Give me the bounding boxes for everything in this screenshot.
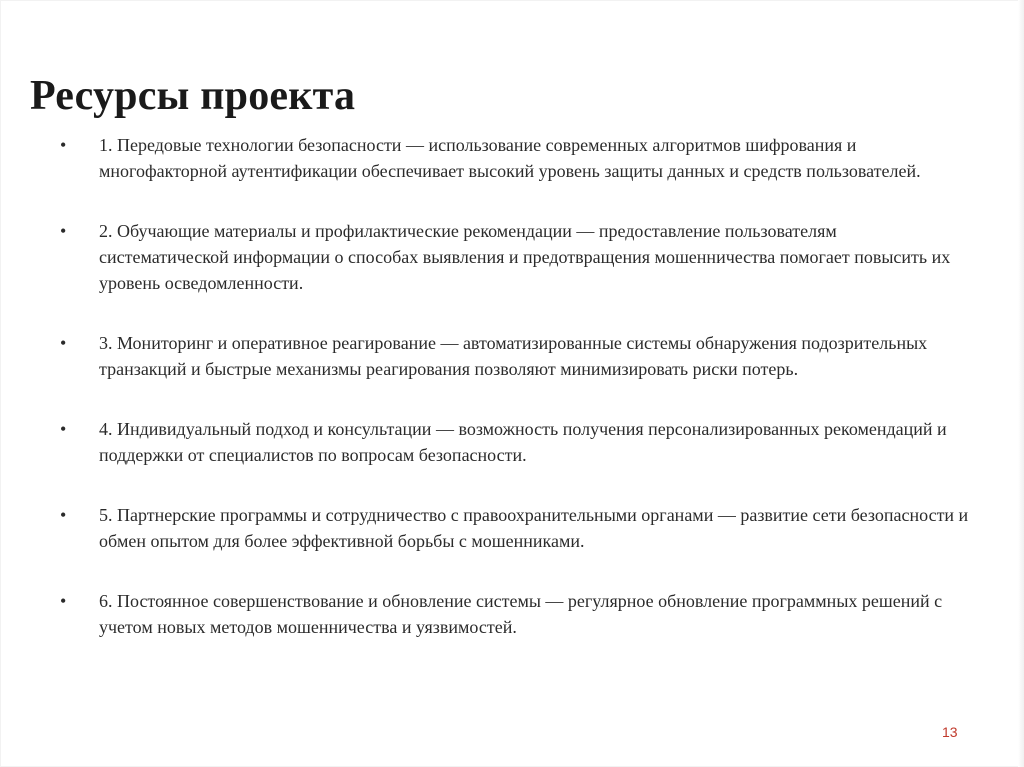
bullet-text: 1. Передовые технологии безопасности — использование современных алгоритмов шифрования и многофакторной аутентификации обеспечивает высокий уровень защиты данных и средств пользователей. bbox=[99, 135, 921, 181]
bullet-icon: • bbox=[60, 221, 67, 241]
page-number: 13 bbox=[942, 724, 958, 740]
bullet-item-2 bbox=[60, 218, 970, 296]
bullet-text: 3. Мониторинг и оперативное реагирование — автоматизированные системы обнаружения подозрительных транзакций и быстрые механизмы реагирования позволяют минимизировать риски потерь. bbox=[99, 333, 928, 379]
bullet-icon: • bbox=[60, 333, 67, 353]
slide-title: Ресурсы проекта bbox=[30, 73, 356, 119]
slide-edge bbox=[1018, 0, 1024, 767]
bullet-item-1 bbox=[60, 132, 970, 184]
bullet-text: 4. Индивидуальный подход и консультации — возможность получения персонализированных рекомендаций и поддержки от специалистов по вопросам безопасности. bbox=[99, 419, 947, 465]
bullet-icon: • bbox=[60, 591, 67, 611]
bullet-text: 5. Партнерские программы и сотрудничество с правоохранительными органами — развитие сети безопасности и обмен опытом для более эффективной борьбы с мошенниками. bbox=[99, 505, 969, 551]
bullet-item-5 bbox=[60, 502, 970, 554]
bullet-text: 2. Обучающие материалы и профилактические рекомендации — предоставление пользователям систематической информации о способах выявления и предотвращения мошенничества помогает повысить их уровень осведомленности. bbox=[99, 221, 951, 293]
bullet-item-6 bbox=[60, 588, 970, 640]
bullet-icon: • bbox=[60, 135, 67, 155]
bullet-icon: • bbox=[60, 419, 67, 439]
bullet-item-4 bbox=[60, 416, 970, 468]
bullet-icon: • bbox=[60, 505, 67, 525]
bullet-text: 6. Постоянное совершенствование и обновление системы — регулярное обновление программных решений с учетом новых методов мошенничества и уязвимостей. bbox=[99, 591, 943, 637]
bullet-item-3 bbox=[60, 330, 970, 382]
bullet-list bbox=[60, 132, 970, 640]
